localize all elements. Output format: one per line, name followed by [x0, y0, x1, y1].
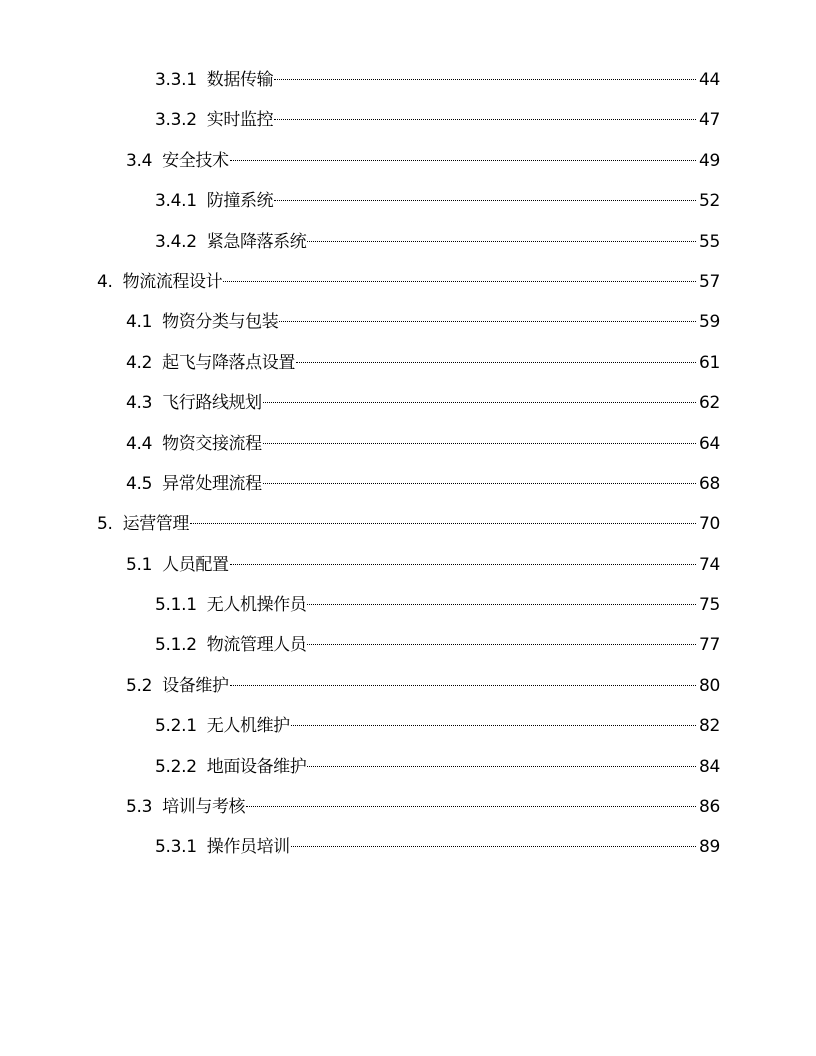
toc-leader-dots — [296, 362, 696, 363]
toc-entry[interactable] — [97, 504, 816, 544]
toc-entry[interactable] — [126, 141, 816, 181]
toc-entry[interactable] — [97, 262, 816, 302]
toc-entry[interactable] — [155, 827, 816, 867]
toc-entry-title: 人员配置 — [162, 554, 229, 575]
toc-entry-title: 异常处理流程 — [162, 473, 262, 494]
toc-entry[interactable] — [126, 343, 816, 383]
toc-entry-number: 5. — [97, 514, 113, 535]
toc-entry-page: 61 — [698, 352, 720, 373]
toc-entry-number: 4. — [97, 271, 113, 292]
toc-entry-title: 操作员培训 — [206, 837, 290, 858]
toc-entry-number: 5.1.1 — [155, 595, 197, 616]
toc-entry-page: 59 — [698, 312, 720, 333]
toc-leader-dots — [230, 685, 696, 686]
toc-entry[interactable] — [155, 100, 816, 140]
toc-entry-page: 64 — [698, 433, 720, 454]
toc-entry-page: 84 — [698, 756, 720, 777]
toc-entry-number: 5.3 — [126, 797, 153, 818]
toc-entry-page: 86 — [698, 797, 720, 818]
toc-entry[interactable] — [126, 464, 816, 504]
toc-entry[interactable] — [126, 787, 816, 827]
toc-entry-number: 5.1 — [126, 554, 153, 575]
toc-leader-dots — [279, 321, 696, 322]
toc-leader-dots — [291, 725, 696, 726]
toc-entry-page: 62 — [698, 393, 720, 414]
toc-entry-number: 4.4 — [126, 433, 153, 454]
toc-entry-title: 物资分类与包装 — [162, 312, 279, 333]
toc-leader-dots — [291, 846, 696, 847]
toc-entry-number: 4.5 — [126, 473, 153, 494]
toc-entry-title: 运营管理 — [122, 514, 190, 535]
toc-entry-title: 安全技术 — [162, 150, 229, 171]
toc-entry-title: 物流流程设计 — [122, 271, 223, 292]
toc-entry-title: 防撞系统 — [206, 191, 274, 212]
toc-leader-dots — [307, 766, 696, 767]
toc-entry-title: 数据传输 — [206, 70, 274, 90]
toc-entry-page: 70 — [698, 514, 720, 535]
toc-entry-number: 3.3.1 — [155, 70, 197, 90]
toc-entry-page: 82 — [698, 716, 720, 737]
toc-entry-number: 5.2.2 — [155, 756, 197, 777]
toc-entry-number: 3.4.1 — [155, 191, 197, 212]
toc-leader-dots — [274, 200, 696, 201]
toc-entry[interactable] — [155, 747, 816, 787]
toc-entry[interactable] — [155, 585, 816, 625]
toc-entry-title: 飞行路线规划 — [162, 393, 262, 414]
toc-entry-page: 77 — [698, 635, 720, 656]
toc-entry-page: 55 — [698, 231, 720, 252]
toc-leader-dots — [307, 604, 696, 605]
toc-leader-dots — [230, 160, 696, 161]
toc-entry-title: 无人机维护 — [206, 716, 290, 737]
toc-leader-dots — [263, 402, 696, 403]
toc-entry-number: 5.2.1 — [155, 716, 197, 737]
toc-entry-page: 80 — [698, 675, 720, 696]
toc-entry-page: 52 — [698, 191, 720, 212]
toc-entry[interactable] — [126, 545, 816, 585]
toc-leader-dots — [274, 79, 696, 80]
toc-entry-page: 68 — [698, 473, 720, 494]
toc-leader-dots — [263, 483, 696, 484]
toc-entry-page: 89 — [698, 837, 720, 858]
toc-entry-page: 75 — [698, 595, 720, 616]
toc-entry-title: 物资交接流程 — [162, 433, 262, 454]
toc-entry[interactable] — [126, 666, 816, 706]
toc-leader-dots — [246, 806, 696, 807]
toc-entry-page: 49 — [698, 150, 720, 171]
toc-entry-number: 3.3.2 — [155, 110, 197, 131]
toc-entry[interactable] — [155, 60, 816, 100]
toc-entry-number: 4.2 — [126, 352, 153, 373]
toc-entry[interactable] — [126, 302, 816, 342]
toc-entry-page: 44 — [698, 70, 720, 90]
toc-entry-page: 47 — [698, 110, 720, 131]
toc-entry-title: 物流管理人员 — [206, 635, 307, 656]
toc-leader-dots — [307, 241, 696, 242]
toc-entry[interactable] — [126, 383, 816, 423]
toc-entry-number: 5.2 — [126, 675, 153, 696]
toc-entry[interactable] — [155, 706, 816, 746]
toc-entry[interactable] — [155, 222, 816, 262]
toc-entry-page: 74 — [698, 554, 720, 575]
toc-leader-dots — [274, 119, 696, 120]
toc-entry[interactable] — [155, 625, 816, 665]
toc-entry-number: 4.3 — [126, 393, 153, 414]
toc-entry-number: 4.1 — [126, 312, 153, 333]
toc-entry-title: 起飞与降落点设置 — [162, 352, 295, 373]
toc-leader-dots — [223, 281, 696, 282]
toc-leader-dots — [263, 443, 696, 444]
toc-leader-dots — [307, 644, 696, 645]
table-of-contents — [0, 60, 816, 868]
toc-leader-dots — [230, 564, 696, 565]
toc-entry-title: 培训与考核 — [162, 797, 246, 818]
toc-entry-title: 设备维护 — [162, 675, 229, 696]
toc-entry-number: 3.4 — [126, 150, 153, 171]
toc-entry[interactable] — [126, 424, 816, 464]
toc-entry-title: 地面设备维护 — [206, 756, 307, 777]
toc-entry-number: 5.3.1 — [155, 837, 197, 858]
toc-entry-title: 紧急降落系统 — [206, 231, 307, 252]
toc-leader-dots — [190, 523, 696, 524]
toc-entry-page: 57 — [698, 271, 720, 292]
toc-entry-title: 无人机操作员 — [206, 595, 307, 616]
toc-entry[interactable] — [155, 181, 816, 221]
toc-entry-number: 3.4.2 — [155, 231, 197, 252]
toc-entry-title: 实时监控 — [206, 110, 274, 131]
toc-entry-number: 5.1.2 — [155, 635, 197, 656]
